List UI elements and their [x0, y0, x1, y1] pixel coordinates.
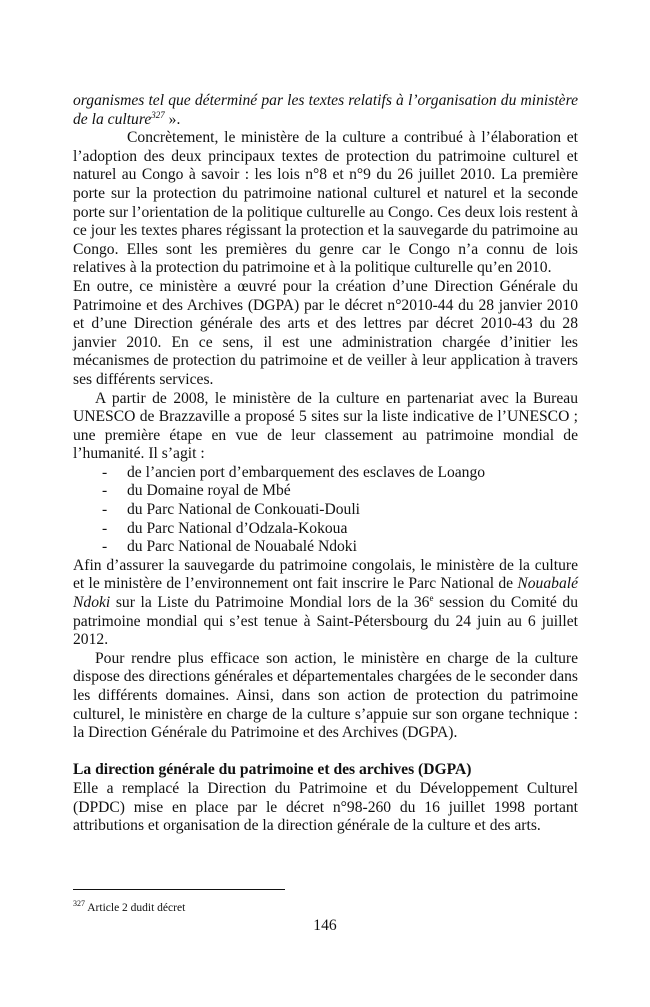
continuation-paragraph: [73, 92, 578, 129]
bullet-dash: -: [102, 538, 108, 556]
list-item-text: du Parc National de Nouabalé Ndoki: [127, 538, 357, 556]
list-item-text: du Parc National d’Odzala-Kokoua: [127, 519, 348, 537]
bullet-dash: -: [102, 463, 108, 481]
list-item: [73, 501, 578, 520]
paragraph-dgpa-creation: En outre, ce ministère a œuvré pour la création d’une Direction Générale du Patrimoine et des Archives (DGPA) par le décret n°2010-44 du 28 janvier 2010 et d’une Direction générale des arts et des lettres par décret 2010-43 du 28 janvier 2010. En ce sens, il est une administration chargée d’initier les mécanismes de protection du patrimoine et de veiller à leur application à travers ses différents services.: [73, 277, 578, 388]
list-item: [73, 538, 578, 557]
text-segment: session du Comité du patrimoine mondial qui s’est tenue à Saint-Pétersbourg du 24 juin au 6 juillet 2012.: [73, 594, 579, 649]
footnote-number: 327: [73, 899, 85, 909]
footnote-text: Article 2 dudit décret: [85, 902, 186, 914]
page-body: [73, 92, 578, 836]
text-segment: Afin d’assurer la sauvegarde du patrimoine congolais, le ministère de la culture et le ministère de l’environnement ont fait inscrire le Parc National de: [73, 556, 578, 593]
bullet-dash: -: [102, 501, 108, 519]
ordinal-superscript: e: [429, 592, 434, 603]
italic-park-name: Nouabalé Ndoki: [73, 575, 578, 612]
footnote: [73, 901, 185, 915]
text-segment: sur la Liste du Patrimoine Mondial lors de la 36: [110, 594, 430, 612]
footnote-divider: [73, 889, 285, 890]
paragraph-unesco-sites: A partir de 2008, le ministère de la culture en partenariat avec la Bureau UNESCO de Brazzaville a proposé 5 sites sur la liste indicative de l’UNESCO ; une première étape en vue de leur classement au patrimoine mondial de l’humanité. Il s’agit :: [73, 389, 578, 463]
sites-list: [73, 464, 578, 557]
list-item-text: de l’ancien port d’embarquement des esclaves de Loango: [127, 463, 486, 481]
list-item-text: du Domaine royal de Mbé: [127, 482, 291, 500]
paragraph-nouabale-inscription: [73, 557, 578, 650]
continuation-text: organismes tel que déterminé par les textes relatifs à l’organisation du ministère de la culture: [73, 92, 578, 128]
list-item: [73, 482, 578, 501]
page-number: 146: [313, 917, 337, 934]
bullet-dash: -: [102, 519, 108, 537]
list-item: [73, 520, 578, 539]
paragraph-laws: Concrètement, le ministère de la culture a contribué à l’élaboration et l’adoption des deux principaux textes de protection du patrimoine culturel et naturel au Congo à savoir : les lois n°8 et n°9 du 26 juillet 2010. La première porte sur la protection du patrimoine national culturel et naturel et la seconde porte sur l’orientation de la politique culturelle au Congo. Ces deux lois restent à ce jour les textes phares régissant la protection et la sauvegarde du patrimoine au Congo. Elles sont les premières du genre car le Congo n’a connu de lois relatives à la protection du patrimoine et à la politique culturelle qu’en 2010.: [73, 129, 578, 277]
continuation-closing: ».: [164, 110, 181, 128]
bullet-dash: -: [102, 482, 108, 500]
paragraph-dgpa-history: Elle a remplacé la Direction du Patrimoine et du Développement Culturel (DPDC) mise en place par le décret n°98-260 du 16 juillet 1998 portant attributions et organisation de la direction générale de la culture et des arts.: [73, 779, 578, 835]
footnote-reference: 327: [151, 109, 165, 120]
list-item: [73, 464, 578, 483]
paragraph-ministry-action: Pour rendre plus efficace son action, le ministère en charge de la culture dispose des directions générales et départementales chargées de le seconder dans les différents domaines. Ainsi, dans son action de protection du patrimoine culturel, le ministère en charge de la culture s’appuie sur son organe technique : la Direction Générale du Patrimoine et des Archives (DGPA).: [73, 649, 578, 742]
list-item-text: du Parc National de Conkouati-Douli: [127, 501, 360, 519]
section-heading: La direction générale du patrimoine et des archives (DGPA): [73, 761, 472, 779]
